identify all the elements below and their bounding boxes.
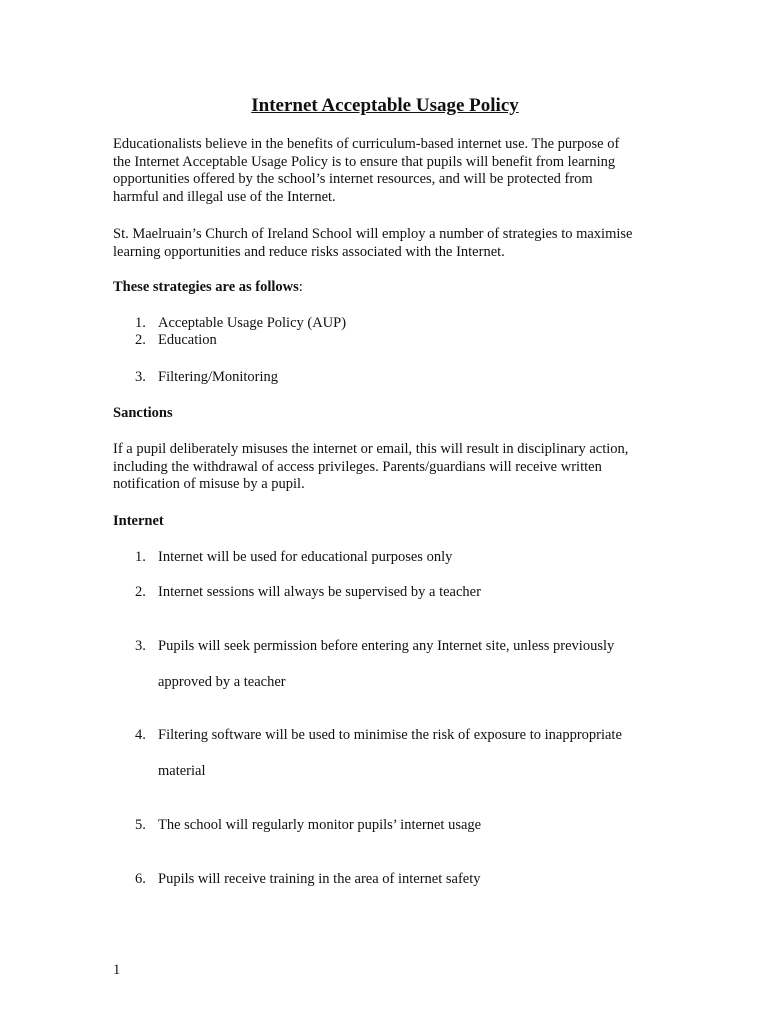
- sanctions-paragraph: [113, 441, 673, 494]
- sanctions-line: notification of misuse by a pupil.: [113, 476, 305, 492]
- school-line: St. Maelruain’s Church of Ireland School will employ a number of strategies to maximise: [113, 226, 633, 242]
- list-number: 1.: [135, 549, 146, 565]
- list-text: Filtering software will be used to minimise the risk of exposure to inappropriate: [158, 727, 622, 743]
- internet-rule-3: [135, 638, 675, 656]
- page-number: 1: [113, 962, 121, 978]
- list-text: The school will regularly monitor pupils’ internet usage: [158, 817, 482, 833]
- strategy-item-2: [135, 332, 675, 350]
- intro-line: harmful and illegal use of the Internet.: [113, 188, 336, 205]
- list-text: Filtering/Monitoring: [158, 369, 279, 385]
- sanctions-line: If a pupil deliberately misuses the internet or email, this will result in disciplinary action,: [113, 441, 629, 457]
- list-number: 2.: [135, 332, 146, 348]
- internet-rule-3-continuation: approved by a teacher: [158, 674, 286, 690]
- list-text: Pupils will seek permission before entering any Internet site, unless previously: [158, 638, 615, 654]
- strategies-heading-text: These strategies are as follows: [113, 279, 299, 295]
- list-number: 1.: [135, 315, 146, 331]
- internet-heading: Internet: [113, 513, 164, 529]
- internet-rule-5: [135, 817, 675, 835]
- internet-rule-1: [135, 549, 675, 567]
- intro-line: the Internet Acceptable Usage Policy is to ensure that pupils will benefit from learning: [113, 153, 616, 170]
- list-text: Pupils will receive training in the area of internet safety: [158, 871, 481, 887]
- list-text: Education: [158, 332, 217, 348]
- list-number: 4.: [135, 727, 146, 743]
- page-title: Internet Acceptable Usage Policy: [251, 95, 519, 116]
- strategies-heading: [113, 279, 303, 296]
- list-number: 6.: [135, 871, 146, 887]
- intro-line: opportunities offered by the school’s internet resources, and will be protected from: [113, 171, 593, 187]
- school-line: learning opportunities and reduce risks associated with the Internet.: [113, 243, 505, 260]
- strategy-item-1: [135, 315, 675, 333]
- strategy-item-3: [135, 369, 675, 387]
- list-text: Internet sessions will always be supervised by a teacher: [158, 584, 481, 600]
- intro-paragraph: [113, 136, 673, 206]
- internet-rule-4: [135, 727, 675, 745]
- list-number: 3.: [135, 369, 146, 385]
- list-number: 5.: [135, 817, 146, 833]
- strategies-colon: :: [298, 279, 303, 295]
- list-text: Acceptable Usage Policy (AUP): [158, 315, 347, 331]
- internet-rule-2: [135, 584, 675, 602]
- sanctions-line: including the withdrawal of access privileges. Parents/guardians will receive written: [113, 458, 602, 475]
- list-text: Internet will be used for educational purposes only: [158, 549, 453, 565]
- internet-rule-4-continuation: material: [158, 763, 206, 779]
- list-number: 3.: [135, 638, 146, 654]
- internet-rule-6: [135, 871, 675, 889]
- sanctions-heading: Sanctions: [113, 405, 173, 421]
- school-paragraph: [113, 226, 673, 261]
- list-number: 2.: [135, 584, 146, 600]
- intro-line: Educationalists believe in the benefits of curriculum-based internet use. The purpose of: [113, 136, 620, 152]
